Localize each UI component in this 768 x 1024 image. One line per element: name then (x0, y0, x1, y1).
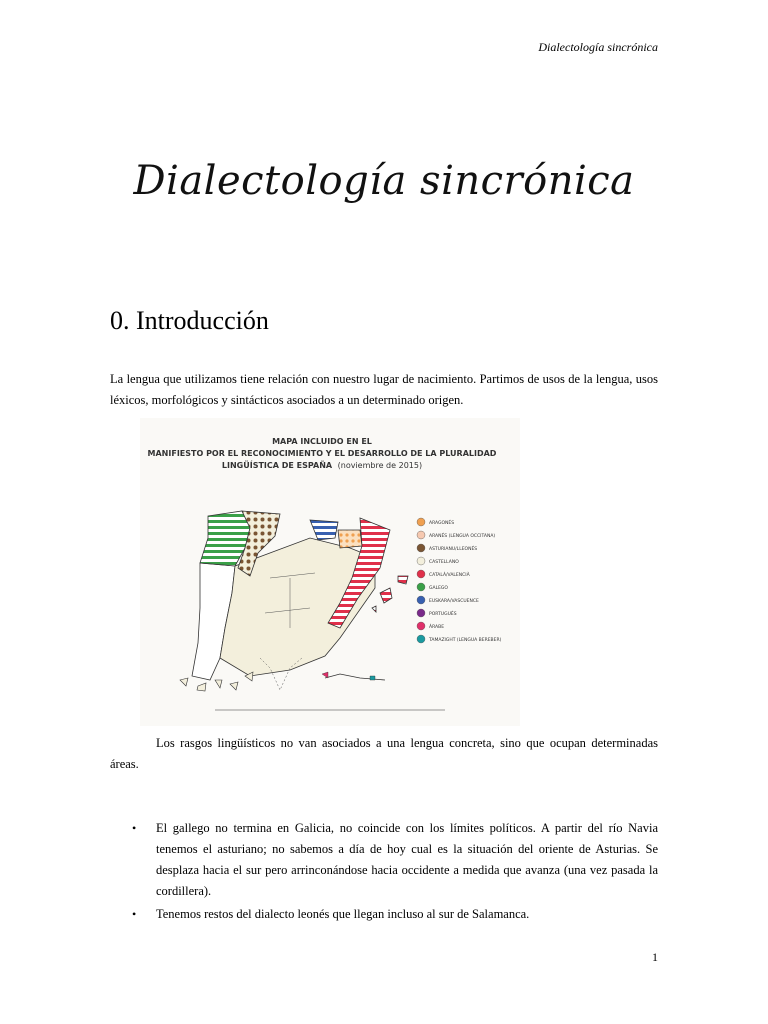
map-title-line-3: LINGÜÍSTICA DE ESPAÑA (221, 461, 333, 470)
canary-islands (180, 672, 253, 691)
bullet-icon: • (132, 821, 137, 835)
legend-item (417, 609, 457, 617)
svg-text:ARANÉS (LENGUA OCCITANA): ARANÉS (LENGUA OCCITANA) (429, 534, 496, 539)
legend-item (417, 622, 444, 630)
legend-item (417, 544, 477, 552)
areas-paragraph: Los rasgos lingüísticos no van asociados a una lengua concreta, sino que ocupan determinadas áreas. (110, 736, 658, 771)
svg-text:GALEGO: GALEGO (429, 586, 448, 591)
svg-text:ARAGONÉS: ARAGONÉS (429, 521, 455, 526)
svg-text:TAMAZIGHT (LENGUA BEREBER): TAMAZIGHT (LENGUA BEREBER) (429, 638, 502, 643)
balearic-islands (380, 588, 392, 603)
list-item: • El gallego no termina en Galicia, no coincide con los límites políticos. A partir del río Navia tenemos el asturiano; no sabemos a día de hoy cual es la situación del oriente de Asturias. Se desplaza hacia el sur pero arrinconándose hacia occidente a medida que avanza (una vez pasada la cordillera). (110, 818, 658, 902)
legend-item (417, 531, 495, 539)
legend-item (417, 596, 479, 604)
intro-paragraph: La lengua que utilizamos tiene relación con nuestro lugar de nacimiento. Partimos de usos de la lengua, usos léxicos, morfológicos y sintácticos asociados a un determinado origen. (110, 372, 658, 407)
page-number: 1 (652, 950, 658, 964)
ceuta-melilla (325, 674, 385, 680)
map-title-date: (noviembre de 2015) (337, 461, 423, 470)
legend-item (417, 557, 459, 565)
running-header: Dialectología sincrónica (538, 40, 658, 54)
legend-item (417, 570, 471, 578)
svg-text:CASTELLANO: CASTELLANO (429, 560, 459, 565)
svg-text:ASTURIANU/LLEONÉS: ASTURIANU/LLEONÉS (429, 547, 478, 552)
bullet-list (110, 818, 658, 927)
legend-item (417, 635, 502, 643)
aragonese-region (338, 530, 362, 548)
language-map-figure (140, 418, 520, 726)
svg-text:CATALÀ/VALENCIÀ: CATALÀ/VALENCIÀ (429, 573, 470, 578)
legend-item (417, 583, 448, 591)
map-title-line-1: MAPA INCLUIDO EN EL (272, 437, 372, 446)
svg-text:LINGÜÍSTICA DE ESPAÑA (n (222, 459, 422, 470)
basque-region (310, 520, 338, 540)
bullet-icon: • (132, 907, 137, 921)
map-title-line-2: MANIFIESTO POR EL RECONOCIMIENTO Y EL DESARROLLO DE LA PLURALIDAD (147, 449, 497, 458)
svg-text:PORTUGUÉS: PORTUGUÉS (429, 612, 457, 617)
document-title: Dialectología sincrónica (133, 158, 635, 204)
legend-item (417, 518, 454, 526)
svg-text:ÁRABE: ÁRABE (429, 625, 445, 630)
map-legend (417, 518, 502, 643)
svg-text:EUSKARA/VASCUENCE: EUSKARA/VASCUENCE (429, 599, 479, 604)
iberian-peninsula-map (192, 511, 408, 680)
section-heading: 0. Introducción (110, 306, 269, 335)
list-item: • Tenemos restos del dialecto leonés que llegan incluso al sur de Salamanca. (110, 904, 658, 925)
